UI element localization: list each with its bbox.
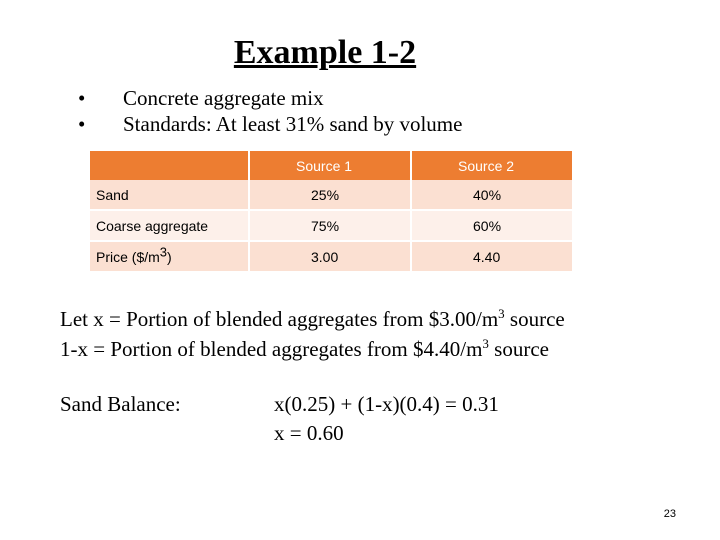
cell-source-2: [412, 242, 574, 273]
cell-value: 4.40: [473, 248, 501, 265]
cell-value: 3.00: [311, 248, 339, 265]
definition-suffix: source: [488, 337, 549, 361]
bullet-text: Standards: At least 31% sand by volume: [123, 112, 463, 136]
header-label: Source 2: [458, 157, 515, 174]
cell-source-2: [412, 211, 574, 242]
definition-suffix: source: [504, 307, 565, 331]
definition-superscript: 3: [498, 306, 505, 321]
bullet-icon: •: [78, 112, 86, 136]
balance-solution: x = 0.60: [274, 421, 344, 445]
source-table: [90, 151, 574, 273]
bullet-text: Concrete aggregate mix: [123, 86, 324, 110]
bullet-icon: •: [78, 86, 86, 110]
definition-prefix: 1-x = Portion of blended aggregates from $4.40/m: [60, 337, 483, 361]
table-header-blank: [90, 151, 250, 180]
definition-line-x: [60, 307, 565, 332]
row-label: [90, 242, 250, 273]
cell-value: 75%: [311, 217, 340, 234]
cell-source-1: [250, 211, 412, 242]
slide-title: Example 1-2: [233, 34, 417, 71]
header-label: Source 1: [296, 157, 353, 174]
table-header-source-2: [412, 151, 574, 180]
row-label-prefix: Price ($/m: [96, 248, 160, 265]
table-header-row: [90, 151, 574, 180]
cell-source-1: [250, 242, 412, 273]
table-row: [90, 211, 574, 242]
cell-value: 40%: [473, 186, 502, 203]
balance-equation: x(0.25) + (1-x)(0.4) = 0.31: [274, 392, 499, 416]
cell-value: 25%: [311, 186, 340, 203]
cell-value: 60%: [473, 217, 502, 234]
definition-prefix: Let x = Portion of blended aggregates from $3.00/m: [60, 307, 499, 331]
sand-balance-label: Sand Balance:: [60, 392, 181, 416]
table-row: [90, 180, 574, 211]
table-row: [90, 242, 574, 273]
definition-superscript: 3: [482, 336, 489, 351]
table-header-source-1: [250, 151, 412, 180]
row-label-suffix: ): [167, 248, 172, 265]
cell-source-2: [412, 180, 574, 211]
cell-source-1: [250, 180, 412, 211]
page-number: 23: [663, 508, 676, 520]
row-label: Coarse aggregate: [90, 211, 250, 242]
row-label: Sand: [90, 180, 250, 211]
row-label-superscript: 3: [159, 243, 168, 259]
definition-line-1-minus-x: [60, 337, 549, 362]
